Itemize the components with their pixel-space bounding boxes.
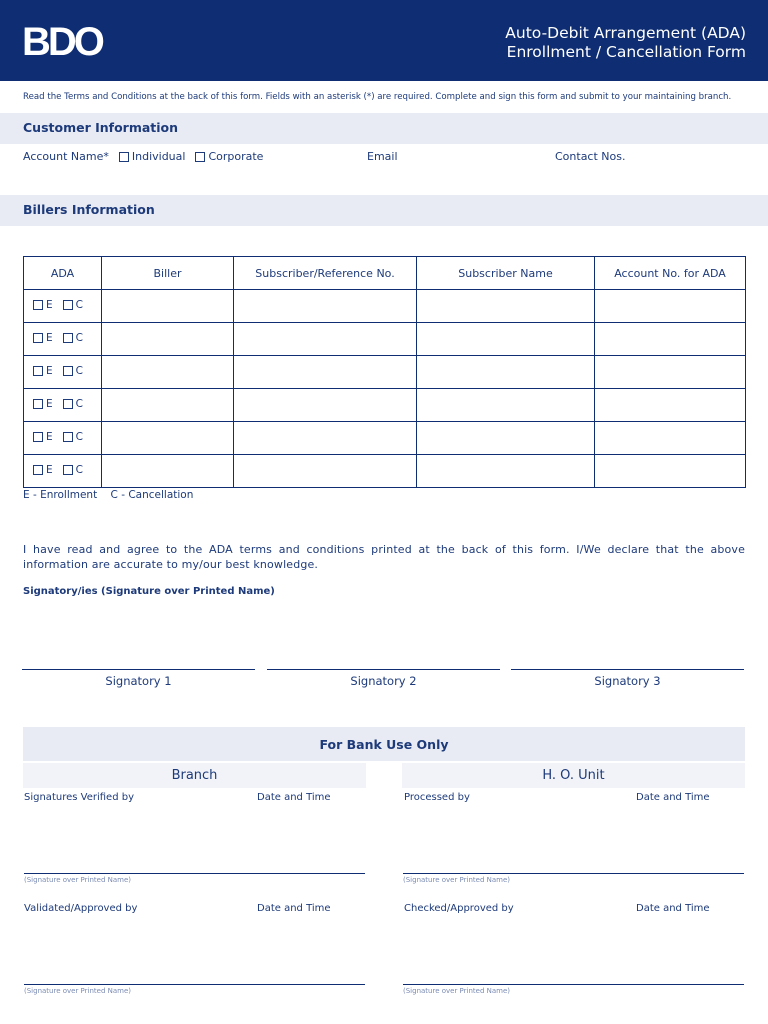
customer-info-section xyxy=(0,113,768,144)
subscriber-name-cell[interactable] xyxy=(417,455,595,488)
processed-by-label: Processed by xyxy=(404,792,470,803)
ada-cell xyxy=(24,323,102,356)
enroll-checkbox[interactable] xyxy=(33,333,43,343)
enroll-option[interactable] xyxy=(33,398,53,410)
customer-info-heading: Customer Information xyxy=(23,120,179,135)
signatory-3-line[interactable] xyxy=(511,669,744,688)
table-row xyxy=(24,389,746,422)
signatory-2-label: Signatory 2 xyxy=(350,674,417,688)
declaration-text: I have read and agree to the ADA terms and conditions printed at the back of this form. I/We declare that the above information are accurate to my/our best knowledge. xyxy=(23,543,745,571)
cancel-letter: C xyxy=(75,431,83,443)
cancel-option[interactable] xyxy=(63,398,83,410)
ho-unit-header xyxy=(402,763,745,788)
ho-date-time-label-1: Date and Time xyxy=(636,792,710,803)
cancel-checkbox[interactable] xyxy=(63,399,73,409)
table-row xyxy=(24,422,746,455)
subscriber-name-cell[interactable] xyxy=(417,323,595,356)
table-row xyxy=(24,356,746,389)
biller-cell[interactable] xyxy=(102,290,234,323)
enroll-checkbox[interactable] xyxy=(33,366,43,376)
cancel-checkbox[interactable] xyxy=(63,300,73,310)
account-no-cell[interactable] xyxy=(595,422,746,455)
account-no-cell[interactable] xyxy=(595,290,746,323)
cancel-letter: C xyxy=(75,299,83,311)
signatory-1-line[interactable] xyxy=(22,669,255,688)
branch-date-time-label-1: Date and Time xyxy=(257,792,331,803)
enroll-letter: E xyxy=(46,365,53,377)
account-no-cell[interactable] xyxy=(595,389,746,422)
ada-cell xyxy=(24,455,102,488)
checked-approved-signature-line[interactable] xyxy=(403,984,744,995)
subscriber-name-cell[interactable] xyxy=(417,290,595,323)
subscriber-ref-cell[interactable] xyxy=(234,323,417,356)
subscriber-name-cell[interactable] xyxy=(417,422,595,455)
ada-legend xyxy=(23,489,193,501)
enroll-option[interactable] xyxy=(33,464,53,476)
corporate-label: Corporate xyxy=(208,150,264,163)
cancel-checkbox[interactable] xyxy=(63,333,73,343)
biller-cell[interactable] xyxy=(102,422,234,455)
table-row xyxy=(24,323,746,356)
legend-cancellation: C - Cancellation xyxy=(110,489,194,501)
signature-caption: (Signature over Printed Name) xyxy=(403,987,511,995)
branch-header xyxy=(23,763,366,788)
cancel-option[interactable] xyxy=(63,299,83,311)
signatories-heading: Signatory/ies (Signature over Printed Name) xyxy=(23,586,275,597)
validated-approved-by-label: Validated/Approved by xyxy=(24,903,138,914)
cancel-checkbox[interactable] xyxy=(63,465,73,475)
cancel-option[interactable] xyxy=(63,464,83,476)
contact-field[interactable] xyxy=(555,150,625,163)
enroll-checkbox[interactable] xyxy=(33,432,43,442)
enroll-option[interactable] xyxy=(33,431,53,443)
form-title-line1: Auto-Debit Arrangement (ADA) xyxy=(505,24,746,42)
enroll-option[interactable] xyxy=(33,365,53,377)
col-account-no: Account No. for ADA xyxy=(595,257,746,290)
checked-approved-by-label: Checked/Approved by xyxy=(404,903,514,914)
billers-info-heading: Billers Information xyxy=(23,202,155,217)
ada-cell xyxy=(24,290,102,323)
contact-label: Contact Nos. xyxy=(555,150,626,163)
cancel-letter: C xyxy=(75,398,83,410)
individual-label: Individual xyxy=(131,150,186,163)
cancel-checkbox[interactable] xyxy=(63,432,73,442)
subscriber-name-cell[interactable] xyxy=(417,356,595,389)
account-no-cell[interactable] xyxy=(595,323,746,356)
subscriber-ref-cell[interactable] xyxy=(234,422,417,455)
subscriber-ref-cell[interactable] xyxy=(234,356,417,389)
billers-table-header xyxy=(24,257,746,290)
enroll-letter: E xyxy=(46,398,53,410)
enroll-checkbox[interactable] xyxy=(33,300,43,310)
col-subscriber-name: Subscriber Name xyxy=(417,257,595,290)
signatory-2-line[interactable] xyxy=(267,669,500,688)
individual-option[interactable] xyxy=(119,150,186,163)
email-label: Email xyxy=(367,150,398,163)
processed-by-signature-line[interactable] xyxy=(403,873,744,884)
enroll-letter: E xyxy=(46,431,53,443)
table-row xyxy=(24,290,746,323)
signatory-1-label: Signatory 1 xyxy=(105,674,172,688)
account-name-label: Account Name* xyxy=(23,150,109,163)
enroll-letter: E xyxy=(46,299,53,311)
account-no-cell[interactable] xyxy=(595,356,746,389)
signature-caption: (Signature over Printed Name) xyxy=(24,876,132,884)
cancel-letter: C xyxy=(75,365,83,377)
cancel-option[interactable] xyxy=(63,332,83,344)
billers-info-section xyxy=(0,195,768,226)
corporate-option[interactable] xyxy=(195,150,263,163)
subscriber-ref-cell[interactable] xyxy=(234,389,417,422)
biller-cell[interactable] xyxy=(102,356,234,389)
signature-caption: (Signature over Printed Name) xyxy=(24,987,132,995)
ada-cell xyxy=(24,356,102,389)
email-field[interactable] xyxy=(367,150,398,163)
signatures-verified-signature-line[interactable] xyxy=(24,873,365,884)
cancel-option[interactable] xyxy=(63,365,83,377)
ada-cell xyxy=(24,422,102,455)
cancel-checkbox[interactable] xyxy=(63,366,73,376)
signatures-verified-by-label: Signatures Verified by xyxy=(24,792,134,803)
billers-table xyxy=(23,256,746,488)
validated-approved-signature-line[interactable] xyxy=(24,984,365,995)
cancel-letter: C xyxy=(75,332,83,344)
form-header xyxy=(0,0,768,81)
legend-enrollment: E - Enrollment xyxy=(23,489,98,501)
ho-date-time-label-2: Date and Time xyxy=(636,903,710,914)
bank-use-section xyxy=(23,727,745,761)
form-title xyxy=(505,24,746,62)
col-subscriber-ref: Subscriber/Reference No. xyxy=(234,257,417,290)
enroll-option[interactable] xyxy=(33,299,53,311)
col-ada: ADA xyxy=(24,257,102,290)
biller-cell[interactable] xyxy=(102,389,234,422)
table-row xyxy=(24,455,746,488)
form-title-line2: Enrollment / Cancellation Form xyxy=(506,43,746,61)
corporate-checkbox[interactable] xyxy=(195,152,205,162)
bank-use-heading: For Bank Use Only xyxy=(319,737,449,752)
subscriber-ref-cell[interactable] xyxy=(234,455,417,488)
bdo-logo: BDO xyxy=(22,20,102,64)
ho-unit-label: H. O. Unit xyxy=(542,768,605,783)
instructions-text: Read the Terms and Conditions at the back of this form. Fields with an asterisk (*) are required. Complete and sign this form and submit to your maintaining branch. xyxy=(23,92,732,102)
subscriber-name-cell[interactable] xyxy=(417,389,595,422)
signature-caption: (Signature over Printed Name) xyxy=(403,876,511,884)
enroll-option[interactable] xyxy=(33,332,53,344)
col-biller: Biller xyxy=(102,257,234,290)
enroll-checkbox[interactable] xyxy=(33,465,43,475)
branch-date-time-label-2: Date and Time xyxy=(257,903,331,914)
subscriber-ref-cell[interactable] xyxy=(234,290,417,323)
cancel-option[interactable] xyxy=(63,431,83,443)
individual-checkbox[interactable] xyxy=(119,152,129,162)
enroll-letter: E xyxy=(46,332,53,344)
biller-cell[interactable] xyxy=(102,455,234,488)
cancel-letter: C xyxy=(75,464,83,476)
enroll-letter: E xyxy=(46,464,53,476)
biller-cell[interactable] xyxy=(102,323,234,356)
account-no-cell[interactable] xyxy=(595,455,746,488)
account-name-field xyxy=(23,150,263,163)
signatory-3-label: Signatory 3 xyxy=(594,674,661,688)
branch-label: Branch xyxy=(171,768,218,783)
ada-cell xyxy=(24,389,102,422)
enroll-checkbox[interactable] xyxy=(33,399,43,409)
